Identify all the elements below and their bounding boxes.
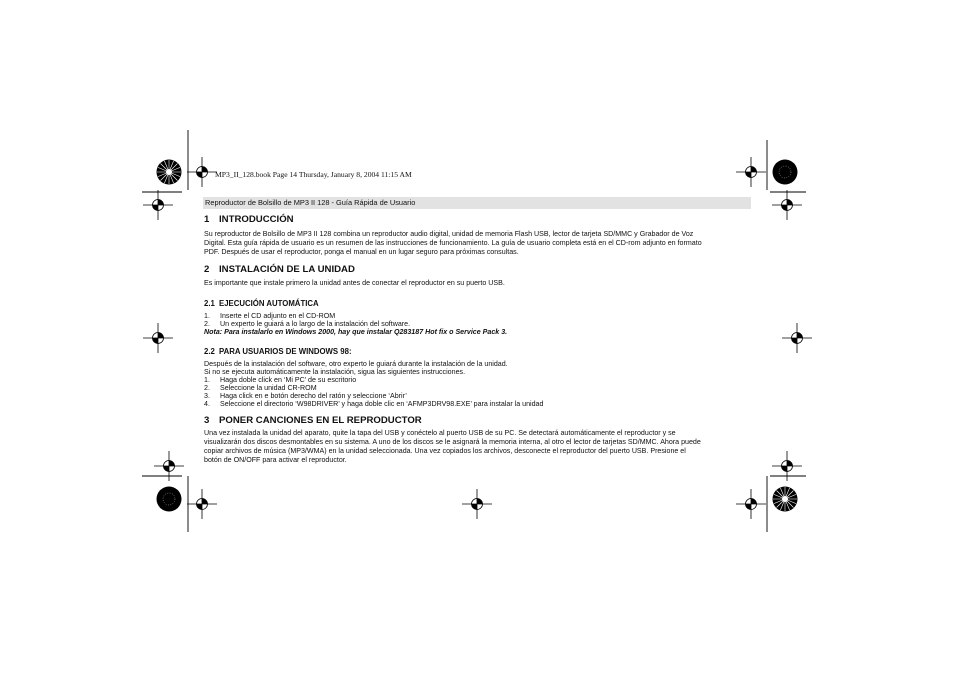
list-number: 2. xyxy=(204,320,210,328)
paragraph-line: Después de la instalación del software, otro experto le guiará durante la instalación de la unidad. xyxy=(204,360,508,368)
list-number: 1. xyxy=(204,312,210,320)
section-2-1-heading xyxy=(204,299,751,308)
list-item xyxy=(204,376,751,384)
list-item xyxy=(204,392,751,400)
paragraph-line: Si no se ejecuta automáticamente la instalación, sigua las siguientes instrucciones. xyxy=(204,368,466,376)
paragraph-line: Una vez instalada la unidad del aparato, quite la tapa del USB y conéctelo al puerto USB de su PC. Se detectará automáticamente el reproductor y se xyxy=(204,429,676,437)
list-text: Un experto le guiará a lo largo de la instalación del software. xyxy=(220,320,411,328)
paragraph-line: Digital. Esta guía rápida de usuario es un resumen de las instrucciones de funcionamiento. La guía de usuario completa está en el CD-rom adjunto en formato xyxy=(204,239,702,247)
list-item xyxy=(204,320,751,328)
list-number: 2. xyxy=(204,384,210,392)
paragraph-line: Su reproductor de Bolsillo de MP3 II 128 combina un reproductor audio digital, unidad de memoria Flash USB, lector de tarjeta SD/MMC y Grabador de Voz xyxy=(204,230,694,238)
section-number: 1 xyxy=(204,214,210,225)
list-text: Inserte el CD adjunto en el CD-ROM xyxy=(220,312,336,320)
section-number: 2 xyxy=(204,264,210,275)
section-3-heading xyxy=(204,415,751,426)
section-number: 2.2 xyxy=(204,347,215,356)
list-text: Haga doble click en ‘Mi PC’ de su escritorio xyxy=(220,376,357,384)
section-number: 3 xyxy=(204,415,210,426)
list-item xyxy=(204,384,751,392)
list-item xyxy=(204,312,751,320)
paragraph-line: PDF. Después de usar el reproductor, ponga el manual en un lugar seguro para próximas consultas. xyxy=(204,248,519,256)
section-title: EJECUCIÓN AUTOMÁTICA xyxy=(219,299,319,308)
running-header-text: Reproductor de Bolsillo de MP3 II 128 - Guía Rápida de Usuario xyxy=(205,198,416,207)
paragraph-line: visualizarán dos discos desmontables en su sistema. A uno de los discos se le asignará la memoria interna, al otro el lector de tarjetas SD/MMC. Ahora puede xyxy=(204,438,701,446)
list-text: Seleccione la unidad CR-ROM xyxy=(220,384,317,392)
paragraph-line: copiar archivos de música (MP3/WMA) en la unidad seleccionada. Una vez copiados los archivos, desconecte el reproductor del puerto USB. Presione el xyxy=(204,447,686,455)
section-2-2-heading xyxy=(204,347,751,356)
list-text: Haga click en e botón derecho del ratón y seleccione ‘Abrir’ xyxy=(220,392,407,400)
list-number: 4. xyxy=(204,400,210,408)
install-note: Nota: Para instalarlo en Windows 2000, hay que instalar Q283187 Hot fix o Service Pack 3. xyxy=(204,328,508,336)
section-2-heading xyxy=(204,264,751,275)
section-title: PONER CANCIONES EN EL REPRODUCTOR xyxy=(219,415,422,426)
section-title: INTRODUCCIÓN xyxy=(219,214,294,225)
list-text: Seleccione el directorio ‘W98DRIVER’ y haga doble clic en ‘AFMP3DRV98.EXE’ para instalar la unidad xyxy=(220,400,544,408)
list-number: 3. xyxy=(204,392,210,400)
section-number: 2.1 xyxy=(204,299,215,308)
section-title: INSTALACIÓN DE LA UNIDAD xyxy=(219,264,355,275)
list-number: 1. xyxy=(204,376,210,384)
page-content xyxy=(204,214,751,465)
book-info-line: MP3_II_128.book Page 14 Thursday, January 8, 2004 11:15 AM xyxy=(215,170,412,179)
paragraph-line: botón de ON/OFF para activar el reproductor. xyxy=(204,456,347,464)
section-title: PARA USUARIOS DE WINDOWS 98: xyxy=(219,347,352,356)
paragraph-line: Es importante que instale primero la unidad antes de conectar el reproductor en su puerto USB. xyxy=(204,279,505,287)
running-header xyxy=(203,197,751,209)
list-item xyxy=(204,400,751,408)
section-1-heading xyxy=(204,214,751,225)
